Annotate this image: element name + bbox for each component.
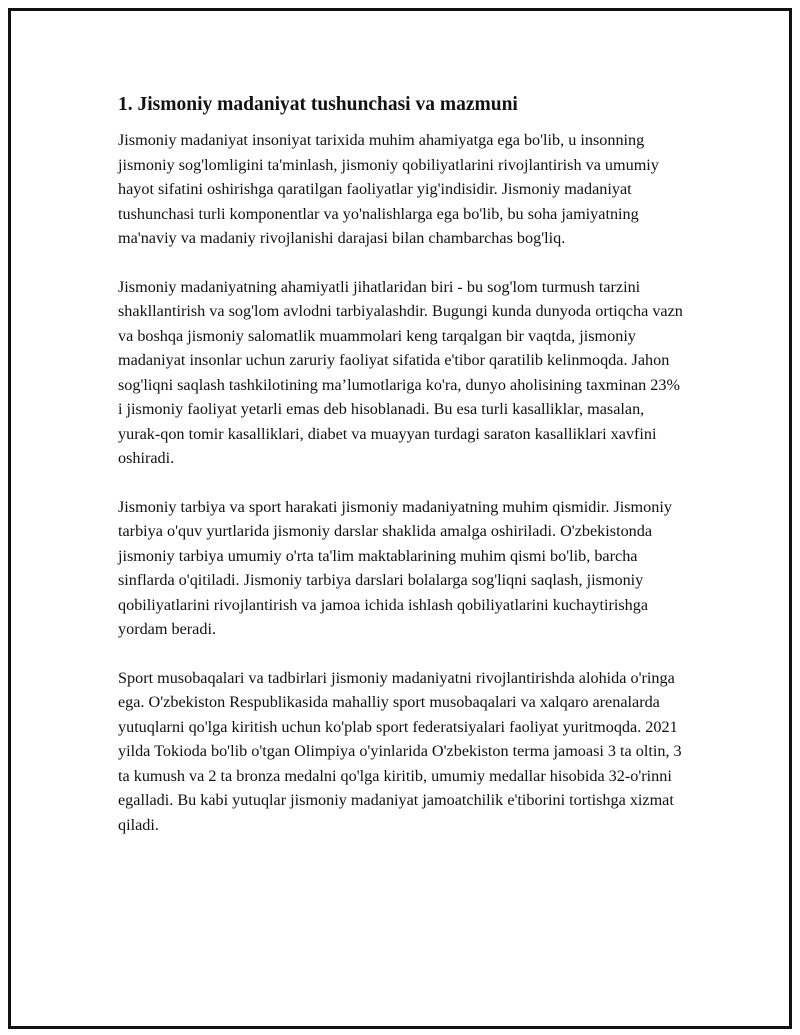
paragraph-3: Jismoniy tarbiya va sport harakati jismoniy madaniyatning muhim qismidir. Jismoniy tarbiya o'quv yurtlarida jismoniy darslar shaklida amalga oshiriladi. O'zbekistonda jismoniy tarbiya umumiy o'rta ta'lim maktablarining muhim qismi bo'lib, barcha sinflarda o'qitiladi. Jismoniy tarbiya darslari bolalarga sog'liqni saqlash, jismoniy qobiliyatlarini rivojlantirish va jamoa ichida ishlash qobiliyatlarini kuchaytirishga yordam beradi. <box>118 497 672 638</box>
section-heading: 1. Jismoniy madaniyat tushunchasi va mazmuni <box>118 94 518 115</box>
document-body <box>118 92 688 861</box>
paragraph-4: Sport musobaqalari va tadbirlari jismoniy madaniyatni rivojlantirishda alohida o'ringa ega. O'zbekiston Respublikasida mahalliy sport musobaqalari va xalqaro arenalarda yutuqlarni qo'lga kiritish uchun ko'plab sport federatsiyalari faoliyat yuritmoqda. 2021 yilda Tokioda bo'lib o'tgan Olimpiya o'yinlarida O'zbekiston terma jamoasi 3 ta oltin, 3 ta kumush va 2 ta bronza medalni qo'lga kiritib, umumiy medallar hisobida 32-o'rinni egalladi. Bu kabi yutuqlar jismoniy madaniyat jamoatchilik e'tiborini tortishga xizmat qiladi. <box>118 668 682 834</box>
paragraph-2: Jismoniy madaniyatning ahamiyatli jihatlaridan biri - bu sog'lom turmush tarzini shakllantirish va sog'lom avlodni tarbiyalashdir. Bugungi kunda dunyoda ortiqcha vazn va boshqa jismoniy salomatlik muammolari keng tarqalgan bir vaqtda, jismoniy madaniyat insonlar uchun zaruriy faoliyat sifatida e'tibor qaratilib kelinmoqda. Jahon sog'liqni saqlash tashkilotining ma’lumotlariga ko'ra, dunyo aholisining taxminan 23% i jismoniy faoliyat yetarli emas deb hisoblanadi. Bu esa turli kasalliklar, masalan, yurak-qon tomir kasalliklari, diabet va muayyan turdagi saraton kasalliklari xavfini oshiradi. <box>118 277 683 467</box>
paragraph-1: Jismoniy madaniyat insoniyat tarixida muhim ahamiyatga ega bo'lib, u insonning jismoniy sog'lomligini ta'minlash, jismoniy qobiliyatlarini rivojlantirish va umumiy hayot sifatini oshirishga qaratilgan faoliyatlar yig'indisidir. Jismoniy madaniyat tushunchasi turli komponentlar va yo'nalishlarga ega bo'lib, bu soha jamiyatning ma'naviy va madaniy rivojlanishi darajasi bilan chambarchas bog'liq. <box>118 131 659 247</box>
